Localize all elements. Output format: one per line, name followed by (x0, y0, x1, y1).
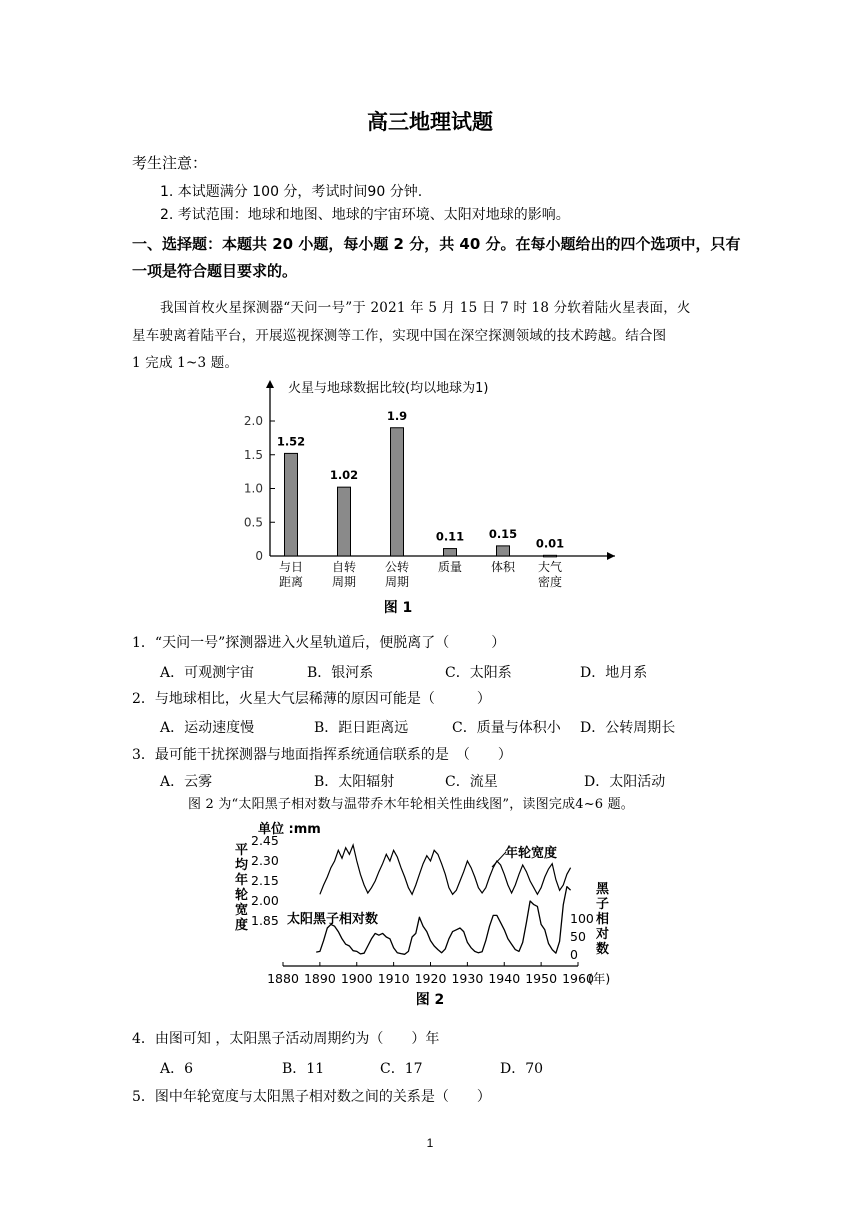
bar (338, 487, 351, 556)
x-tick-label: 1950 (525, 971, 558, 986)
left-tick-label: 2.45 (251, 833, 279, 848)
option-c: C．太阳系 (445, 665, 512, 681)
x-tick-label: 1930 (451, 971, 484, 986)
bar-value-label: 1.9 (386, 408, 408, 423)
x-category-label: 大气 (537, 560, 563, 574)
bar-value-label: 0.11 (435, 529, 465, 544)
x-category-label: 自转 (331, 560, 357, 574)
option-a: A．运动速度慢 (160, 720, 255, 736)
bar-value-label: 0.15 (488, 526, 518, 541)
left-tick-label: 2.15 (251, 873, 279, 888)
x-tick-label: 1960 (562, 971, 594, 986)
left-axis-label-char: 均 (235, 858, 249, 873)
x-tick-label: 1890 (303, 971, 336, 986)
x-tick-label: 1920 (414, 971, 447, 986)
x-axis-arrow (607, 552, 615, 560)
figure-caption: 图 2 (415, 992, 445, 1008)
right-axis-label-char: 子 (596, 897, 610, 912)
passage-2: 图 2 为“太阳黑子相对数与温带乔木年轮相关性曲线图”，读图完成4~6 题。 (188, 797, 634, 812)
bar-value-label: 1.52 (276, 434, 306, 449)
series-label-tree-ring: 年轮宽度 (505, 846, 558, 861)
right-axis-label-char: 对 (596, 927, 610, 942)
y-tick-label: 0.5 (243, 515, 263, 530)
x-category-label: 与日 (278, 560, 304, 574)
right-tick-label: 50 (570, 929, 586, 944)
right-tick-label: 100 (570, 911, 594, 926)
right-axis-label-char: 数 (596, 942, 610, 957)
option-b: B．11 (282, 1061, 325, 1077)
figure-caption: 图 1 (383, 600, 413, 616)
x-category-label: 质量 (437, 560, 463, 574)
option-c: C．质量与体积小 (452, 720, 561, 736)
y-tick-label: 1.0 (243, 481, 263, 496)
question-stem: 5．图中年轮宽度与太阳黑子相对数之间的关系是（ ） (132, 1089, 491, 1105)
option-b: B．太阳辐射 (314, 774, 395, 790)
question-stem: 3．最可能干扰探测器与地面指挥系统通信联系的是 （ ） (132, 747, 512, 763)
notice-heading: 考生注意： (132, 154, 208, 172)
x-category-label: 密度 (537, 575, 563, 589)
x-unit-label: (年) (588, 971, 611, 986)
right-tick-label: 0 (570, 947, 578, 962)
left-axis-label-char: 平 (235, 843, 249, 858)
question-stem: 4．由图可知 ，太阳黑子活动周期约为（ ）年 (132, 1031, 440, 1047)
right-axis-label-char: 黑 (596, 882, 610, 897)
option-b: B．银河系 (307, 665, 374, 681)
bar (544, 555, 557, 557)
passage-line: 我国首枚火星探测器“天问一号”于 2021 年 5 月 15 日 7 时 18 分软着陆火星表面，火 (160, 300, 691, 316)
x-category-label: 周期 (331, 575, 357, 589)
bar (285, 453, 298, 556)
option-b: B．距日距离远 (314, 720, 409, 736)
right-axis-label-char: 相 (596, 912, 610, 927)
left-tick-label: 2.00 (251, 893, 279, 908)
x-category-label: 体积 (490, 560, 516, 574)
unit-label: 单位 :mm (258, 822, 321, 837)
left-axis-label-char: 度 (235, 918, 249, 933)
bar (497, 546, 510, 556)
section-heading-line2: 一项是符合题目要求的。 (132, 262, 298, 280)
notice-item: 1. 本试题满分 100 分，考试时间90 分钟. (160, 184, 423, 200)
option-c: C．17 (380, 1061, 423, 1077)
option-a: A．云雾 (160, 774, 213, 790)
figure-1-bar-chart (230, 370, 630, 620)
y-tick-label: 2.0 (243, 414, 263, 428)
series-label-sunspot: 太阳黑子相对数 (287, 912, 379, 927)
option-a: A．6 (160, 1061, 194, 1077)
left-axis-label-char: 轮 (235, 888, 249, 903)
option-d: D．公转周期长 (580, 720, 676, 736)
y-axis-arrow (266, 380, 274, 388)
question-stem: 2．与地球相比，火星大气层稀薄的原因可能是（ ） (132, 691, 491, 707)
x-category-label: 公转 (384, 560, 410, 574)
page-title: 高三地理试题 (367, 110, 493, 134)
bar (444, 549, 457, 556)
chart-title: 火星与地球数据比较(均以地球为1) (288, 381, 489, 396)
section-heading-line1: 一、选择题：本题共 20 小题，每小题 2 分，共 40 分。在每小题给出的四个选项中，只有 (132, 235, 741, 253)
bar (391, 428, 404, 556)
option-d: D．70 (500, 1061, 544, 1077)
x-tick-label: 1880 (267, 971, 299, 986)
x-tick-label: 1900 (340, 971, 373, 986)
y-tick-label: 0 (255, 549, 263, 563)
passage-line: 星车驶离着陆平台，开展巡视探测等工作，实现中国在深空探测领域的技术跨越。结合图 (132, 328, 667, 344)
left-tick-label: 1.85 (251, 913, 279, 928)
x-category-label: 周期 (384, 575, 410, 589)
left-axis-label-char: 年 (235, 873, 249, 888)
passage-line: 1 完成 1~3 题。 (132, 355, 239, 371)
x-tick-label: 1940 (488, 971, 521, 986)
series-label-leader (492, 852, 506, 867)
notice-item: 2. 考试范围：地球和地图、地球的宇宙环境、太阳对地球的影响。 (160, 207, 570, 223)
bar-value-label: 1.02 (329, 468, 359, 483)
bar-value-label: 0.01 (535, 536, 565, 551)
x-tick-label: 1910 (377, 971, 410, 986)
left-axis-label-char: 宽 (235, 903, 249, 918)
question-stem: 1．“天问一号”探测器进入火星轨道后，便脱离了（ ） (132, 635, 506, 651)
option-d: D．太阳活动 (584, 774, 666, 790)
option-c: C．流星 (445, 774, 498, 790)
option-d: D．地月系 (580, 665, 648, 681)
y-tick-label: 1.5 (243, 447, 263, 462)
x-category-label: 距离 (278, 575, 304, 589)
option-a: A．可观测宇宙 (160, 665, 255, 681)
page-number: 1 (426, 1136, 434, 1150)
left-tick-label: 2.30 (251, 853, 279, 868)
figure-2-line-chart (230, 816, 630, 1016)
